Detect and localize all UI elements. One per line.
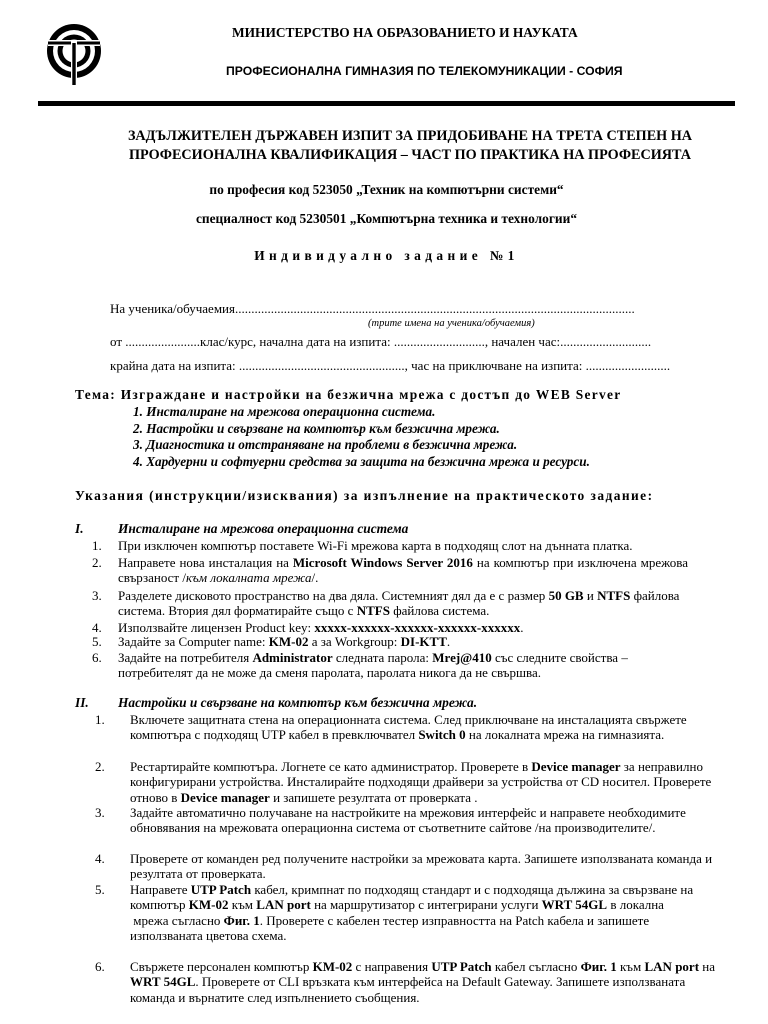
school-logo <box>45 16 103 86</box>
exam-start-field: от .......................клас/курс, начална дата на изпита: ............................, начален час:............................ <box>110 334 652 349</box>
theme-item: 1. Инсталиране на мрежова операционна система. <box>133 404 436 419</box>
specialty-code: специалност код 5230501 „Компютърна техника и технологии“ <box>195 211 578 226</box>
item-text: Разделете дисковото пространство на два дяла. Системният дял да е с размер 50 GB и NTFS файлова система. Втория дял форматирайте също с NTFS файлова система. <box>118 588 680 619</box>
school-name: ПРОФЕСИОНАЛНА ГИМНАЗИЯ ПО ТЕЛЕКОМУНИКАЦИИ - СОФИЯ <box>226 64 623 78</box>
item-text: Направете UTP Patch кабел, кримпнат по подходящ стандарт и с подходяща дължина за свързване на компютър KM-02 към LAN port на маршрутизатор с интегрирани услуги WRT 54GL в локална мрежа съгласно Фиг. 1. Проверете с кабелен тестер изправността на Patch кабела и запишете използваната цветова схема. <box>130 882 694 943</box>
exam-end-field: крайна дата на изпита: ..................................................., час на приключване на изпита: .......................... <box>110 358 671 373</box>
task-title: Индивидуално задание №1 <box>254 248 519 263</box>
student-name-note: (трите имена на ученика/обучаемия) <box>368 318 535 329</box>
theme-item: 3. Диагностика и отстраняване на проблеми в безжична мрежа. <box>133 437 518 452</box>
item-text: Включете защитната стена на операционната система. След приключване на инсталацията свържете компютъра с подходящ UTP кабел в превключвател Switch 0 на локалната мрежа на гимназията. <box>130 712 687 743</box>
item-text: Задайте на потребителя Administrator следната парола: Mrej@410 със следните свойства – потребителят да не може да сменя паролата, паролата никога да не свършва. <box>118 650 628 681</box>
student-name-field: На ученика/обучаемия........................................................................................................................... <box>110 301 635 316</box>
header-divider <box>38 101 735 106</box>
item-text: Свържете персонален компютър KM-02 с направения UTP Patch кабел съгласно Фиг. 1 към LAN port на WRT 54GL. Проверете от CLI връзката към интерфейса на Default Gateway. Запишете използваната команда и върнатите след изпълнението съобщения. <box>130 959 716 1005</box>
item-text: Проверете от команден ред получените настройки за мрежовата карта. Запишете използваната команда и резултата от проверката. <box>130 851 713 882</box>
exam-title-line1: ЗАДЪЛЖИТЕЛЕН ДЪРЖАВЕН ИЗПИТ ЗА ПРИДОБИВАНЕ НА ТРЕТА СТЕПЕН НА <box>127 128 693 144</box>
theme-item: 4. Хардуерни и софтуерни средства за защита на безжична мрежа и ресурси. <box>133 454 590 469</box>
section2-number: II. <box>75 695 89 710</box>
item-text: При изключен компютър поставете Wi-Fi мрежова карта в подходящ слот на дънната платка. <box>118 538 633 553</box>
section2-title: Настройки и свързване на компютър към безжична мрежа. <box>118 695 478 710</box>
section1-title: Инсталиране на мрежова операционна система <box>118 521 409 536</box>
item-text: Задайте за Computer name: KM-02 а за Workgroup: DI-KTT. <box>118 634 451 649</box>
theme-heading: Тема: Изграждане и настройки на безжична мрежа с достъп до WEB Server <box>75 387 622 402</box>
item-text: Направете нова инсталация на Microsoft Windows Server 2016 на компютър при изключена мрежова свързаност /към локалната мрежа/. <box>118 555 689 586</box>
item-text: Рестартирайте компютъра. Логнете се като администратор. Проверете в Device manager за неправилно конфигурирани устройства. Инсталирайте подходящи драйвери за устройства от CD носител. Проверете отново в Device manager и запишете резултата от проверката . <box>130 759 712 805</box>
theme-item: 2. Настройки и свързване на компютър към безжична мрежа. <box>133 420 500 436</box>
item-text: Задайте автоматично получаване на настройките на мрежовия интерфейс и направете необходимите обновявания на мрежовата операционна система от съответните сайтове /на производителите/. <box>130 805 686 836</box>
section1-number: I. <box>75 521 84 536</box>
ministry-name: МИНИСТЕРСТВО НА ОБРАЗОВАНИЕТО И НАУКАТА <box>232 25 578 40</box>
instructions-heading: Указания (инструкции/изисквания) за изпълнение на практическото задание: <box>75 488 654 503</box>
profession-code: по професия код 523050 „Техник на компютърни системи“ <box>209 182 564 197</box>
exam-title-line2: ПРОФЕСИОНАЛНА КВАЛИФИКАЦИЯ – ЧАСТ ПО ПРАКТИКА НА ПРОФЕСИЯТА <box>128 147 692 163</box>
item-text: Използвайте лицензен Product key: xxxxx-xxxxxx-xxxxxx-xxxxxx-xxxxxx. <box>118 620 524 635</box>
